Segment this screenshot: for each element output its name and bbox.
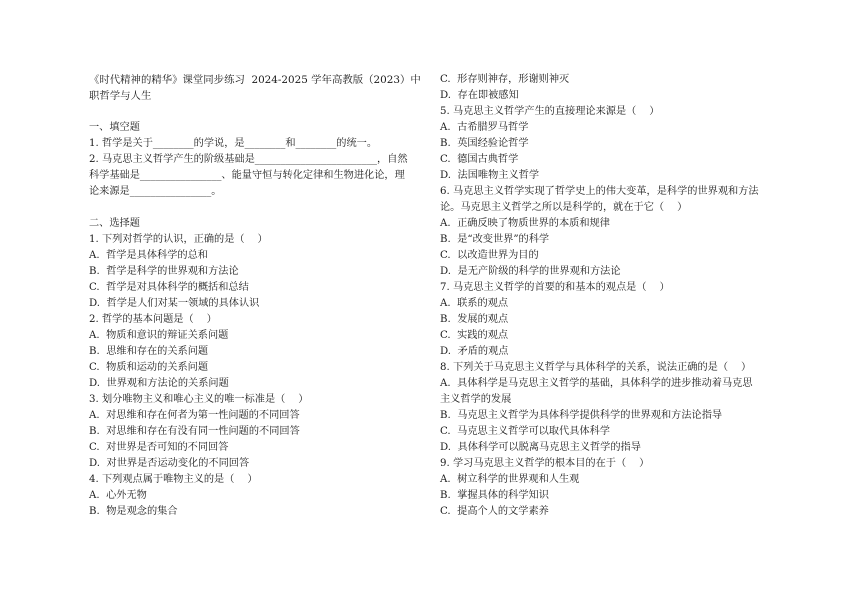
option-line: D. 是无产阶级的科学的世界观和方法论	[440, 266, 621, 277]
option-line: A. 联系的观点	[440, 298, 509, 309]
option-line: B. 马克思主义哲学为具体科学提供科学的世界观和方法论指导	[440, 410, 723, 421]
option-line: B. 物是观念的集合	[89, 506, 178, 517]
option-line: C. 实践的观点	[440, 330, 509, 341]
choice-question-5: 5. 马克思主义哲学产生的直接理论来源是（ ）	[440, 106, 660, 117]
option-line: A. 正确反映了物质世界的本质和规律	[440, 218, 610, 229]
option-line: D. 哲学是人们对某一领域的具体认识	[89, 298, 260, 309]
fill-question-1: 1. 哲学是关于________的学说，是________和________的统一。	[89, 138, 378, 149]
section-heading-choice: 二、选择题	[89, 218, 140, 229]
option-line: D. 具体科学可以脱离马克思主义哲学的指导	[440, 442, 641, 453]
doc-title-line-1: 《时代精神的精华》课堂同步练习 2024-2025 学年高教版（2023）中	[89, 74, 421, 86]
option-line: A. 具体科学是马克思主义哲学的基础，具体科学的进步推动着马克思	[440, 378, 753, 389]
option-line: C. 形存则神存，形谢则神灭	[440, 74, 570, 85]
choice-question-7: 7. 马克思主义哲学的首要的和基本的观点是（ ）	[440, 282, 670, 293]
option-line: D. 世界观和方法论的关系问题	[89, 378, 229, 389]
choice-question-6-line-1: 6. 马克思主义哲学实现了哲学史上的伟大变革，是科学的世界观和方法	[440, 186, 759, 197]
choice-question-4: 4. 下列观点属于唯物主义的是（ ）	[89, 474, 258, 485]
option-line: A. 对思维和存在何者为第一性问题的不同回答	[89, 410, 300, 421]
doc-title-line-2: 职哲学与人生	[89, 90, 152, 102]
option-line: D. 矛盾的观点	[440, 346, 509, 357]
choice-question-3: 3. 划分唯物主义和唯心主义的唯一标准是（ ）	[89, 394, 309, 405]
option-line: B. 哲学是科学的世界观和方法论	[89, 266, 239, 277]
option-line: D. 对世界是否运动变化的不同回答	[89, 458, 250, 469]
choice-question-6-line-2: 论。马克思主义哲学之所以是科学的，就在于它（ ）	[440, 202, 688, 213]
option-line: B. 英国经验论哲学	[440, 138, 529, 149]
fill-question-2-line-2: 科学基础是________________、能量守恒与转化定律和生物进化论，理	[89, 170, 405, 181]
option-line: B. 掌握具体的科学知识	[440, 490, 549, 501]
option-line: C. 马克思主义哲学可以取代具体科学	[440, 426, 610, 437]
option-line: A. 哲学是具体科学的总和	[89, 250, 208, 261]
option-line-continued: 主义哲学的发展	[440, 394, 512, 405]
option-line: C. 对世界是否可知的不同回答	[89, 442, 229, 453]
option-line: C. 提高个人的文学素养	[440, 506, 549, 517]
option-line: B. 是“改变世界”的科学	[440, 234, 550, 245]
fill-question-2-line-1: 2. 马克思主义哲学产生的阶级基础是________________________，自然	[89, 154, 408, 165]
spacer	[89, 104, 425, 120]
option-line: D. 法国唯物主义哲学	[440, 170, 540, 181]
left-column	[89, 72, 425, 520]
choice-question-2: 2. 哲学的基本问题是（ ）	[89, 314, 217, 325]
fill-question-2-line-3: 论来源是________________。	[89, 186, 222, 197]
option-line: A. 物质和意识的辩证关系问题	[89, 330, 229, 341]
option-line: B. 发展的观点	[440, 314, 509, 325]
spacer	[89, 200, 425, 216]
option-line: C. 物质和运动的关系问题	[89, 362, 209, 373]
option-line: A. 树立科学的世界观和人生观	[440, 474, 580, 485]
option-line: C. 哲学是对具体科学的概括和总结	[89, 282, 249, 293]
option-line: A. 古希腊罗马哲学	[440, 122, 529, 133]
option-line: C. 以改造世界为目的	[440, 250, 539, 261]
option-line: D. 存在即被感知	[440, 90, 519, 101]
choice-question-8: 8. 下列关于马克思主义哲学与具体科学的关系，说法正确的是（ ）	[440, 362, 752, 373]
option-line: B. 思维和存在的关系问题	[89, 346, 209, 357]
choice-question-1: 1. 下列对哲学的认识，正确的是（ ）	[89, 234, 268, 245]
option-line: B. 对思维和存在有没有同一性问题的不同回答	[89, 426, 300, 437]
option-line: C. 德国古典哲学	[440, 154, 519, 165]
section-heading-fill-blank: 一、填空题	[89, 122, 140, 133]
choice-question-9: 9. 学习马克思主义哲学的根本目的在于（ ）	[440, 458, 650, 469]
right-column	[440, 72, 780, 520]
option-line: A. 心外无物	[89, 490, 147, 501]
